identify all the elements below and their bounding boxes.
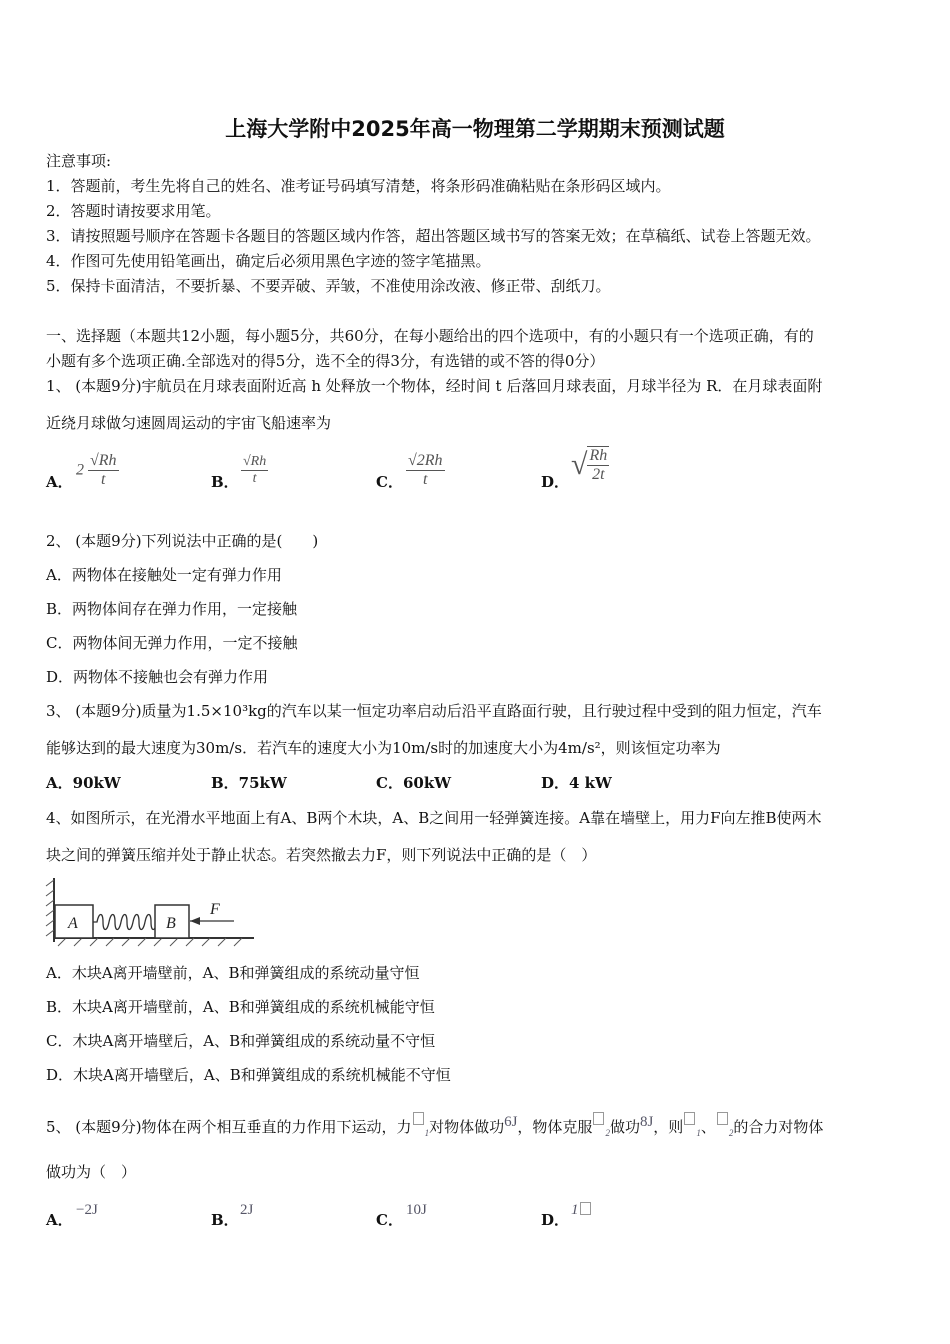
q4-option-b: B．木块A离开墙壁前，A、B和弹簧组成的系统机械能守恒 [46,998,435,1016]
q4-stem-cont: 块之间的弹簧压缩并处于静止状态。若突然撤去力F，则下列说法中正确的是（ ） [46,846,597,864]
q5-option-d-value: 1 [571,1202,592,1219]
q5-option-c-value: 10J [406,1202,427,1218]
notice-item: 3．请按照题号顺序在答题卡各题目的答题区域内作答，超出答题区域书写的答案无效；在草稿纸、试卷上答题无效。 [46,227,821,245]
q1-stem: 1、 (本题9分)宇航员在月球表面附近高 h 处释放一个物体，经时间 t 后落回月球表面，月球半径为 R．在月球表面附 [46,377,823,395]
q1-option-b-label: B． [211,473,239,491]
notice-item: 4．作图可先使用铅笔画出，确定后必须用黑色字迹的签字笔描黑。 [46,252,491,270]
q1-option-c-formula: $\frac{√2Rh}{t}$ [408,452,443,488]
q3-option-a: A．90kW [46,774,121,792]
q5-stem: 5、 (本题9分)物体在两个相互垂直的力作用下运动，力 $_1$对物体做功$^{6J}$，物体克服 $_2$做功$^{8J}$，则 $_1$、 $_2$的合力对物体 [46,1114,824,1138]
notice-item: 5．保持卡面清洁，不要折暴、不要弄破、弄皱，不准使用涂改液、修正带、刮纸刀。 [46,277,611,295]
q5-option-b-label: B． [211,1211,239,1229]
q1-option-a-label: A． [46,473,73,491]
force-label: F [210,901,220,918]
force-symbol-placeholder [684,1112,695,1125]
q4-option-d: D．木块A离开墙壁后，A、B和弹簧组成的系统机械能不守恒 [46,1066,451,1084]
q4-option-c: C．木块A离开墙壁后，A、B和弹簧组成的系统动量不守恒 [46,1032,436,1050]
q3-stem-cont: 能够达到的最大速度为30m/s．若汽车的速度大小为10m/s时的加速度大小为4m/s²，则该恒定功率为 [46,739,721,757]
force-symbol-placeholder [413,1112,424,1125]
force-symbol-placeholder [717,1112,728,1125]
q5-option-a-value: −2J [76,1202,98,1218]
q5-option-d-label: D． [541,1211,570,1229]
q3-stem: 3、 (本题9分)质量为1.5×10³kg的汽车以某一恒定功率启动后沿平直路面行驶，且行驶过程中受到的阻力恒定，汽车 [46,702,822,720]
spring-block-figure [44,876,258,948]
section-heading-cont: 小题有多个选项正确.全部选对的得5分，选不全的得3分，有选错的或不答的得0分） [46,352,605,370]
q3-option-b: B．75kW [211,774,287,792]
q4-option-a: A．木块A离开墙壁前，A、B和弹簧组成的系统动量守恒 [46,964,420,982]
q1-option-a-formula: 2 $\frac{√Rh}{t}$ [76,452,117,488]
block-a-label: A [68,915,78,932]
q4-stem: 4、如图所示，在光滑水平地面上有A、B两个木块，A、B之间用一轻弹簧连接。A靠在墙壁上，用力F向左推B使两木 [46,809,822,827]
notice-item: 2．答题时请按要求用笔。 [46,202,221,220]
q2-option-a: A．两物体在接触处一定有弹力作用 [46,566,282,584]
notice-item: 1．答题前，考生先将自己的姓名、准考证号码填写清楚，将条形码准确粘贴在条形码区域内。 [46,177,671,195]
page-title: 上海大学附中2025年高一物理第二学期期末预测试题 [225,117,725,141]
q5-option-b-value: 2J [240,1202,254,1218]
q5-stem-cont: 做功为（ ） [46,1163,137,1181]
spring [93,915,161,930]
q3-option-d: D．4 kW [541,774,612,792]
q5-option-c-label: C． [376,1211,403,1229]
q2-option-b: B．两物体间存在弹力作用，一定接触 [46,600,298,618]
section-heading: 一、选择题（本题共12小题，每小题5分，共60分，在每小题给出的四个选项中，有的小题只有一个选项正确，有的 [46,327,814,345]
unit-placeholder [580,1202,591,1215]
notice-heading: 注意事项: [46,152,112,170]
q3-option-c: C．60kW [376,774,452,792]
q1-option-d-label: D． [541,473,570,491]
q2-stem: 2、 (本题9分)下列说法中正确的是( ) [46,532,319,550]
block-b-label: B [166,915,176,932]
force-symbol-placeholder [593,1112,604,1125]
q1-option-c-label: C． [376,473,403,491]
q2-option-d: D．两物体不接触也会有弹力作用 [46,668,269,686]
q5-option-a-label: A． [46,1211,73,1229]
q2-option-c: C．两物体间无弹力作用，一定不接触 [46,634,298,652]
q1-option-b-formula: $\frac{√Rh}{t}$ [243,454,267,486]
q1-stem-cont: 近绕月球做匀速圆周运动的宇宙飞船速率为 [46,414,332,432]
q1-option-d-formula: √ $\frac{Rh}{2t}$ [571,447,608,483]
